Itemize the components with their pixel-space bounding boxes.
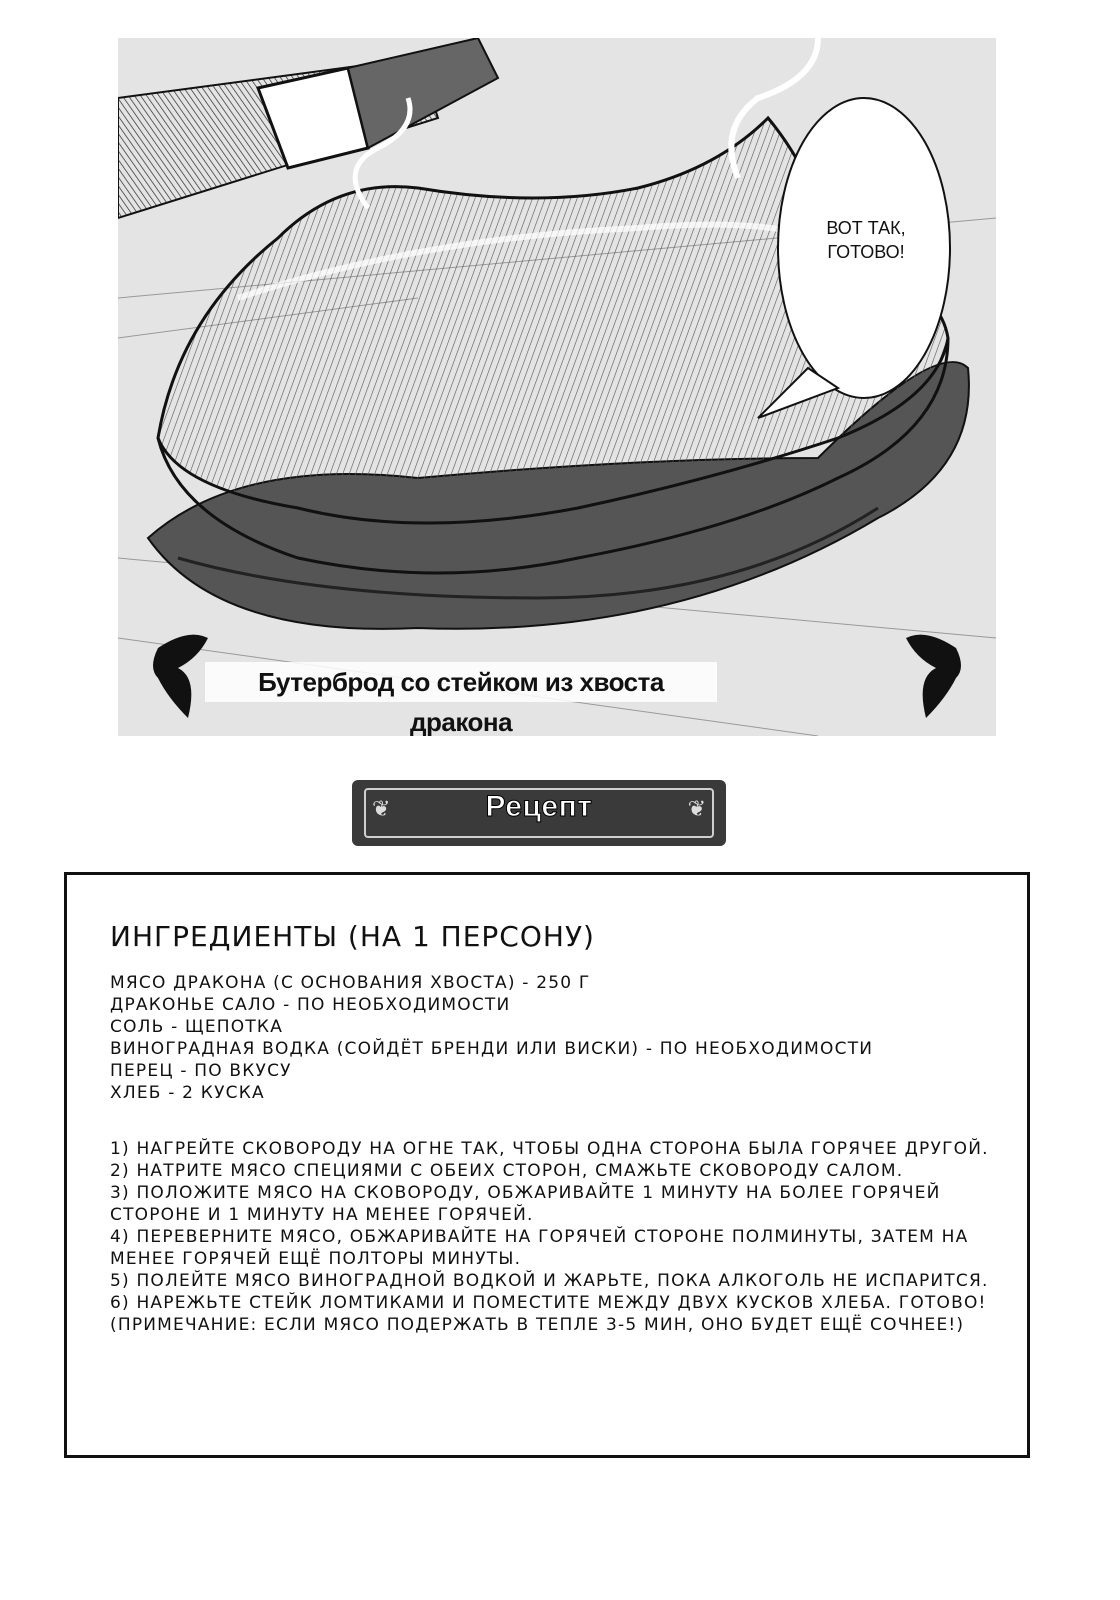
manga-panel: [118, 38, 996, 736]
steps-list: [110, 1138, 1005, 1336]
recipe-header-label: Рецепт: [485, 790, 593, 823]
ingredient-item: ДРАКОНЬЕ САЛО - ПО НЕОБХОДИМОСТИ: [110, 995, 511, 1015]
step-item: 2) НАТРИТЕ МЯСО СПЕЦИЯМИ С ОБЕИХ СТОРОН, СМАЖЬТЕ СКОВОРОДУ САЛОМ.: [110, 1161, 904, 1181]
ingredient-item: СОЛЬ - ЩЕПОТКА: [110, 1017, 284, 1037]
recipe-header-plate: [352, 780, 726, 846]
ingredient-item: ПЕРЕЦ - ПО ВКУСУ: [110, 1061, 292, 1081]
speech-bubble-text: ВОТ ТАК, ГОТОВО!: [826, 218, 906, 262]
step-item: 6) НАРЕЖЬТЕ СТЕЙК ЛОМТИКАМИ И ПОМЕСТИТЕ МЕЖДУ ДВУХ КУСКОВ ХЛЕБА. ГОТОВО! (ПРИМЕЧАНИЕ: ЕСЛИ МЯСО ПОДЕРЖАТЬ В ТЕПЛЕ 3-5 МИН, ОНО БУДЕТ ЕЩЁ СОЧНЕЕ!): [110, 1293, 987, 1335]
dish-caption: Бутерброд со стейком из хвоста дракона: [205, 662, 717, 702]
sandwich-illustration: [118, 38, 996, 736]
ingredient-item: ВИНОГРАДНАЯ ВОДКА (СОЙДЁТ БРЕНДИ ИЛИ ВИСКИ) - ПО НЕОБХОДИМОСТИ: [110, 1039, 874, 1059]
step-item: 3) ПОЛОЖИТЕ МЯСО НА СКОВОРОДУ, ОБЖАРИВАЙТЕ 1 МИНУТУ НА БОЛЕЕ ГОРЯЧЕЙ СТОРОНЕ И 1 МИНУТУ НА МЕНЕЕ ГОРЯЧЕЙ.: [110, 1183, 941, 1225]
step-item: 5) ПОЛЕЙТЕ МЯСО ВИНОГРАДНОЙ ВОДКОЙ И ЖАРЬТЕ, ПОКА АЛКОГОЛЬ НЕ ИСПАРИТСЯ.: [110, 1271, 989, 1291]
ornament-right-icon: ❦: [687, 797, 706, 822]
ingredients-list: [110, 972, 1005, 1104]
ingredient-item: ХЛЕБ - 2 КУСКА: [110, 1083, 265, 1103]
ornament-left-icon: ❦: [372, 797, 391, 822]
ingredients-title: ИНГРЕДИЕНТЫ (НА 1 ПЕРСОНУ): [110, 920, 595, 953]
step-item: 1) НАГРЕЙТЕ СКОВОРОДУ НА ОГНЕ ТАК, ЧТОБЫ ОДНА СТОРОНА БЫЛА ГОРЯЧЕЕ ДРУГОЙ.: [110, 1139, 989, 1159]
step-item: 4) ПЕРЕВЕРНИТЕ МЯСО, ОБЖАРИВАЙТЕ НА ГОРЯЧЕЙ СТОРОНЕ ПОЛМИНУТЫ, ЗАТЕМ НА МЕНЕЕ ГОРЯЧЕЙ ЕЩЁ ПОЛТОРЫ МИНУТЫ.: [110, 1227, 969, 1269]
ingredient-item: МЯСО ДРАКОНА (С ОСНОВАНИЯ ХВОСТА) - 250 Г: [110, 973, 591, 993]
